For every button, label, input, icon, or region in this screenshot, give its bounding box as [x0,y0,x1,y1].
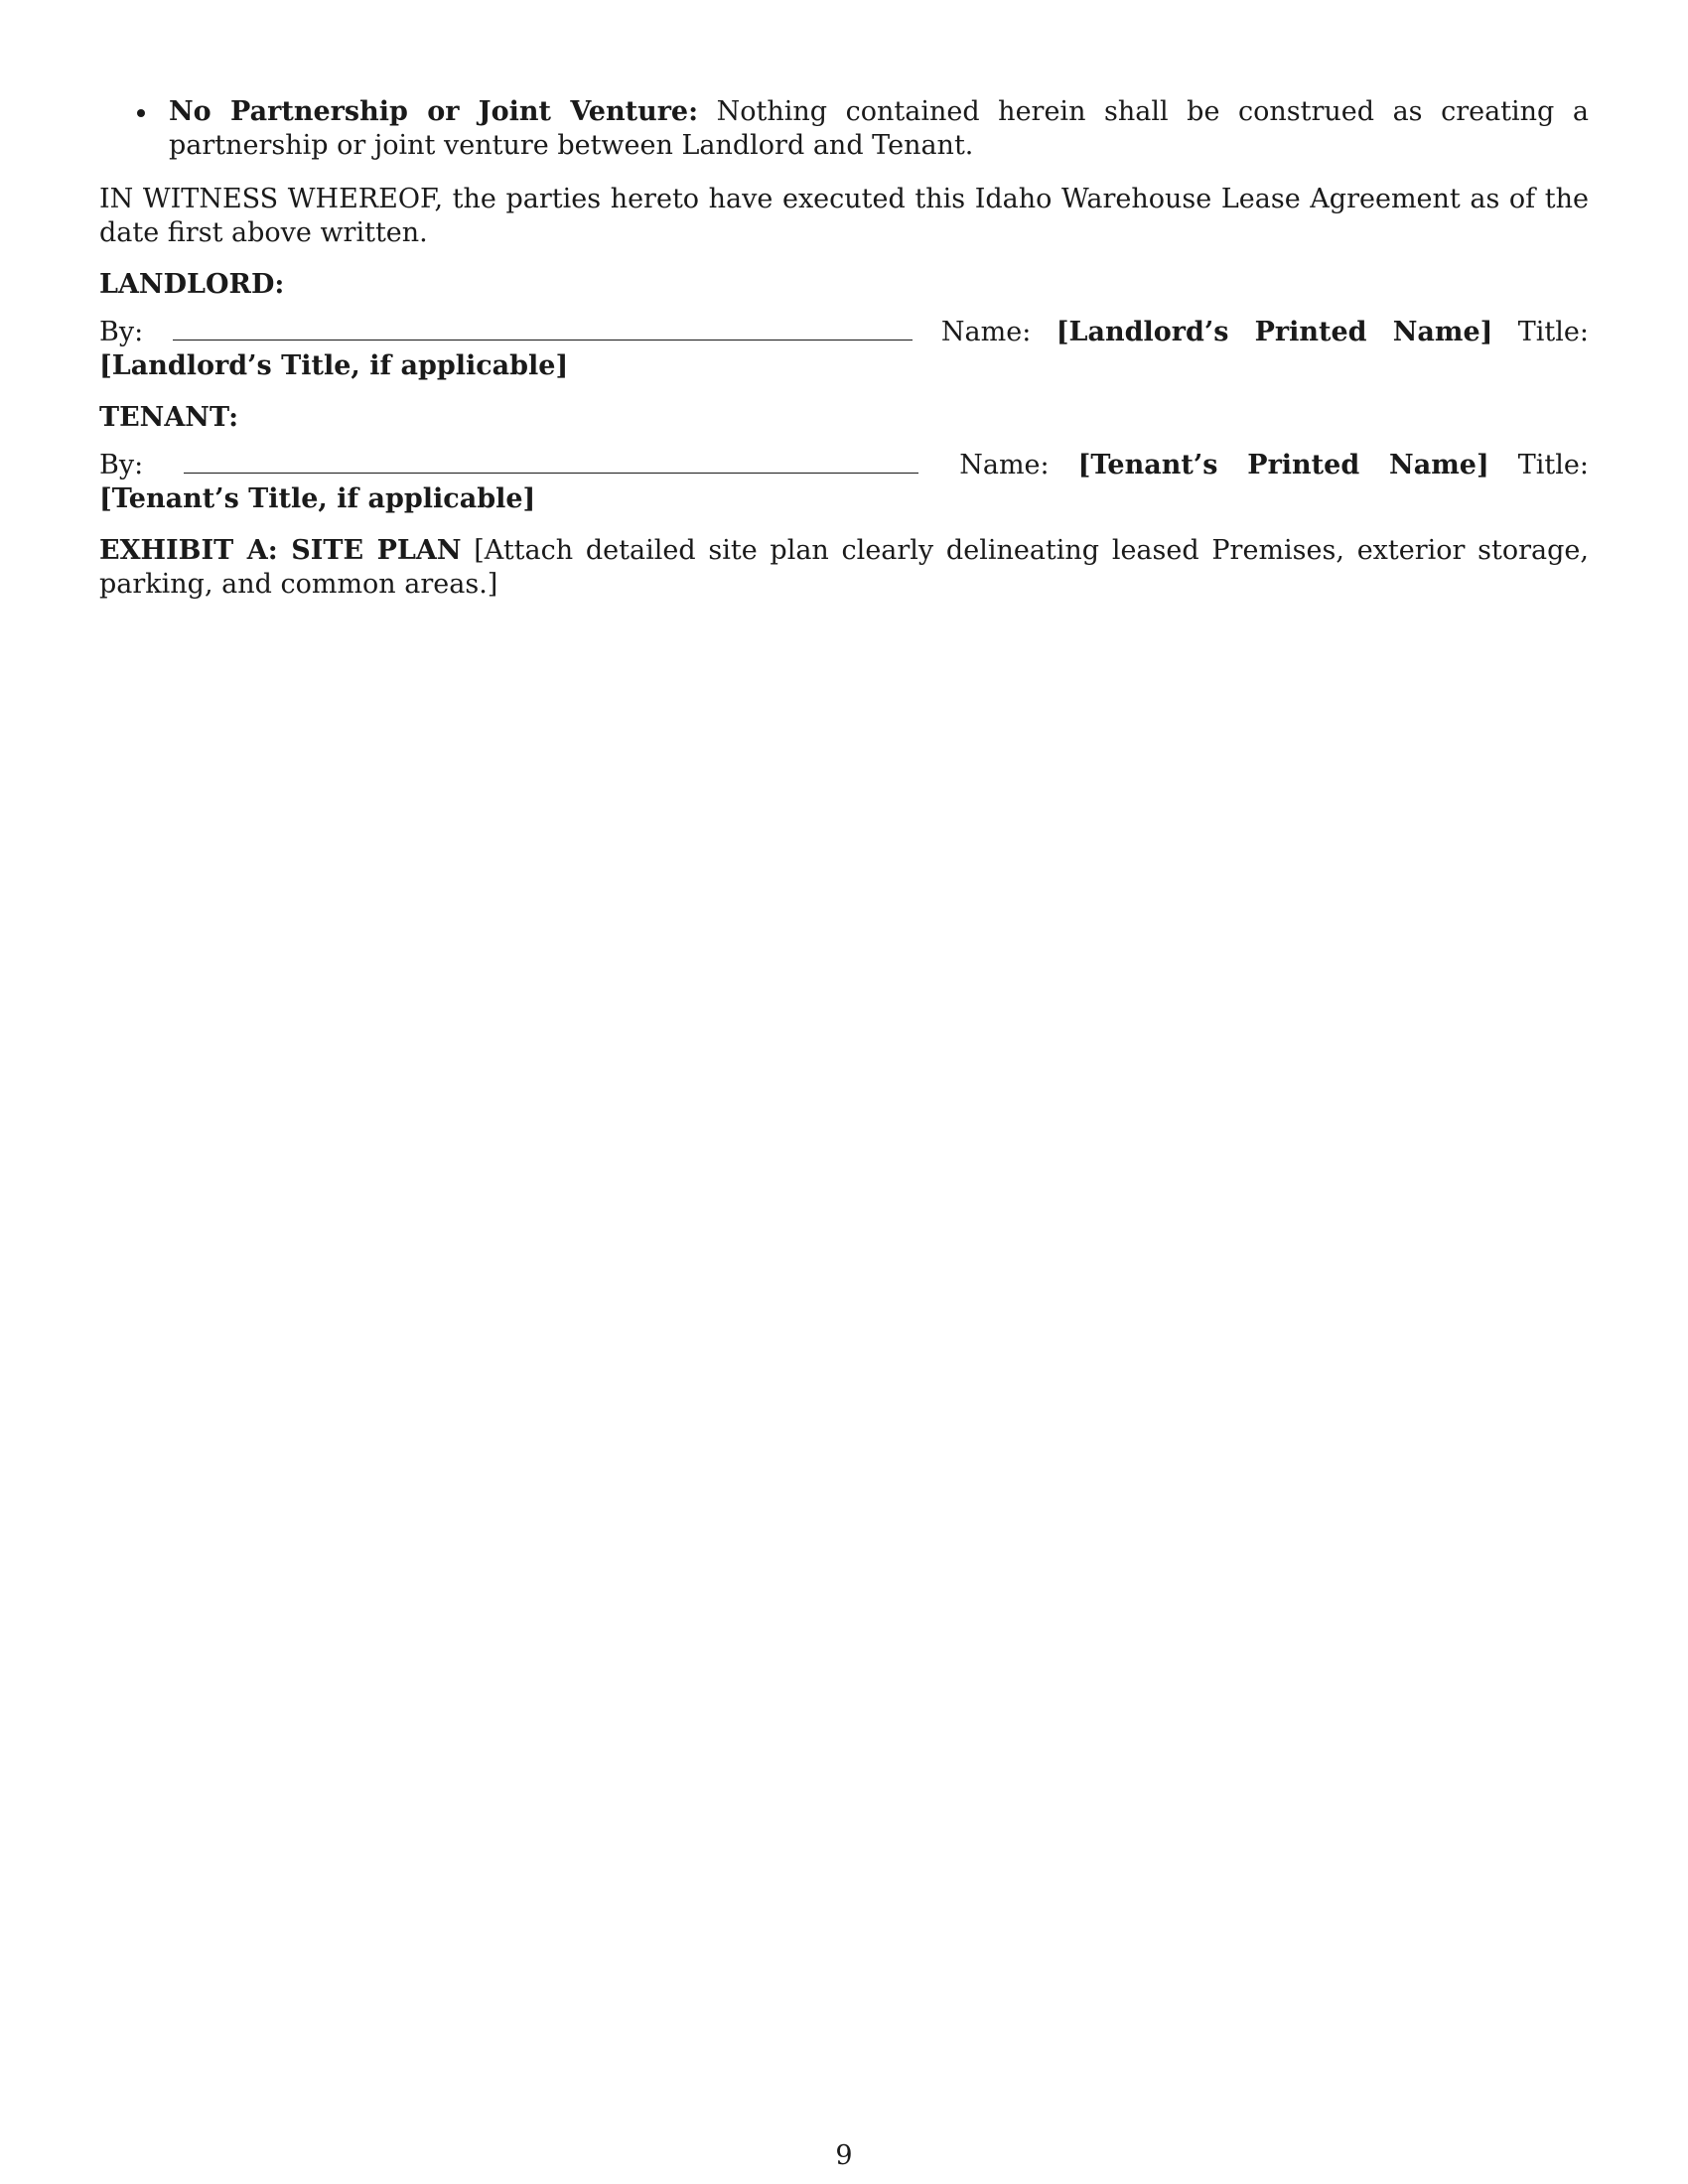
tenant-name-label: Name: [959,450,1050,480]
landlord-title-value: [Landlord’s Title, if applicable] [99,350,569,381]
tenant-signature-line[interactable] [184,451,918,474]
exhibit-label: EXHIBIT A: SITE PLAN [99,535,462,566]
page-number: 9 [835,2140,853,2171]
tenant-signature-block [99,449,1589,516]
list-item [99,95,1589,163]
document-page [99,95,1589,619]
provision-term: No Partnership or Joint Venture: [169,96,699,127]
landlord-name-value: [Landlord’s Printed Name] [1055,317,1493,347]
tenant-title-label: Title: [1517,450,1589,480]
landlord-name-label: Name: [940,317,1032,347]
bullet-icon [137,109,145,117]
provision-text: Nothing contained herein shall be construed as creating a partnership or joint venture between Landlord and Tenant. [169,96,1589,161]
exhibit-a [99,534,1589,602]
witness-clause: IN WITNESS WHEREOF, the parties hereto have executed this Idaho Warehouse Lease Agreement as of the date first above written. [99,184,1589,248]
landlord-heading: LANDLORD: [99,269,285,300]
tenant-name-value: [Tenant’s Printed Name] [1077,450,1489,480]
landlord-by-label: By: [99,317,144,347]
exhibit-text: [Attach detailed site plan clearly delineating leased Premises, exterior storage, parking, and common areas.] [99,535,1589,600]
landlord-signature-block [99,316,1589,383]
tenant-heading: TENANT: [99,402,239,433]
provisions-list [99,95,1589,163]
landlord-signature-line[interactable] [173,318,913,341]
tenant-by-label: By: [99,450,144,480]
landlord-title-label: Title: [1517,317,1589,347]
tenant-title-value: [Tenant’s Title, if applicable] [99,483,536,514]
